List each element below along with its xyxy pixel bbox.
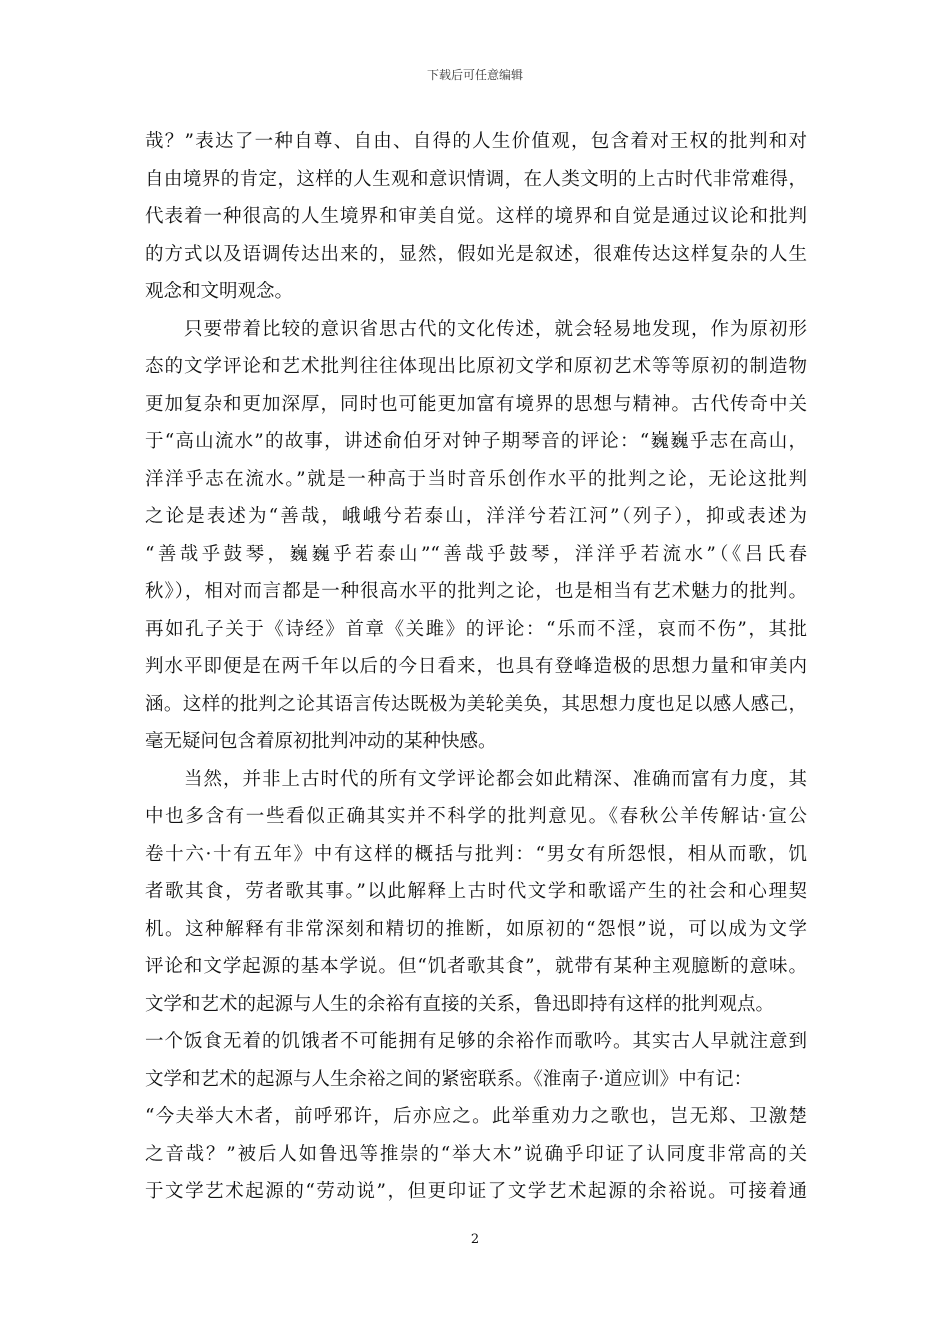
text-line: 当然，并非上古时代的所有文学评论都会如此精深、准确而富有力度，其 — [145, 768, 807, 790]
text-line: 涵。这样的批判之论其语言传达既极为美轮美奂，其思想力度也足以感人感己， — [145, 693, 807, 715]
text-line: 一个饭食无着的饥饿者不可能拥有足够的余裕作而歌吟。其实古人早就注意到 — [145, 1031, 807, 1052]
text-line: “今夫举大木者，前呼邪许，后亦应之。此举重劝力之歌也，岂无郑、卫激楚 — [145, 1106, 807, 1127]
text-line: 文学和艺术的起源与人生余裕之间的紧密联系。《淮南子·道应训》中有记： — [145, 1068, 753, 1090]
text-line: 于“高山流水”的故事，讲述俞伯牙对钟子期琴音的评论：“巍巍乎志在高山， — [145, 431, 807, 452]
text-line: 之论是表述为“善哉，峨峨兮若泰山，洋洋兮若江河”（列子），抑或表述为 — [145, 506, 807, 527]
text-line: 秋》），相对而言都是一种很高水平的批判之论，也是相当有艺术魅力的批判。 — [145, 581, 807, 602]
text-line: 之音哉？”被后人如鲁迅等推崇的“举大木”说确乎印证了认同度非常高的关 — [145, 1143, 807, 1165]
text-line: 于文学艺术起源的“劳动说”，但更印证了文学艺术起源的余裕说。可接着通 — [145, 1181, 807, 1202]
text-line: “善哉乎鼓琴，巍巍乎若泰山”“善哉乎鼓琴，洋洋乎若流水”（《吕氏春 — [145, 543, 807, 565]
text-line: 只要带着比较的意识省思古代的文化传述，就会轻易地发现，作为原初形 — [145, 318, 807, 340]
text-line: 中也多含有一些看似正确其实并不科学的批判意见。《春秋公羊传解诂·宣公 — [145, 806, 807, 827]
text-line: 者歌其食，劳者歌其事。”以此解释上古时代文学和歌谣产生的社会和心理契 — [145, 881, 807, 902]
text-line: 洋洋乎志在流水。”就是一种高于当时音乐创作水平的批判之论，无论这批判 — [145, 468, 807, 490]
text-line: 卷十六·十有五年》中有这样的概括与批判：“男女有所怨恨，相从而歌，饥 — [145, 843, 807, 865]
text-line: 更加复杂和更加深厚，同时也可能更加富有境界的思想与精神。古代传奇中关 — [145, 393, 807, 415]
page-number: 2 — [470, 1232, 480, 1247]
text-line: 观念和文明观念。 — [145, 281, 294, 302]
text-line: 再如孔子关于《诗经》首章《关雎》的评论：“乐而不淫，哀而不伤”，其批 — [145, 618, 807, 640]
text-line: 文学和艺术的起源与人生的余裕有直接的关系，鲁迅即持有这样的批判观点。 — [145, 993, 775, 1015]
text-line: 判水平即便是在两千年以后的今日看来，也具有登峰造极的思想力量和审美内 — [145, 656, 807, 677]
text-line: 毫无疑问包含着原初批判冲动的某种快感。 — [145, 731, 497, 752]
text-line: 态的文学评论和艺术批判往往体现出比原初文学和原初艺术等等原初的制造物 — [145, 356, 807, 377]
text-line: 评论和文学起源的基本学说。但“饥者歌其食”，就带有某种主观臆断的意味。 — [145, 956, 807, 977]
text-line: 哉？”表达了一种自尊、自由、自得的人生价值观，包含着对王权的批判和对 — [145, 131, 807, 152]
text-line: 机。这种解释有非常深刻和精切的推断，如原初的“怨恨”说，可以成为文学 — [145, 918, 807, 940]
text-line: 自由境界的肯定，这样的人生观和意识情调，在人类文明的上古时代非常难得， — [145, 168, 807, 190]
text-line: 的方式以及语调传达出来的，显然，假如光是叙述，很难传达这样复杂的人生 — [145, 243, 807, 265]
body-text — [145, 123, 807, 1211]
page-header: 下载后可任意编辑 — [426, 68, 523, 82]
text-line: 代表着一种很高的人生境界和审美自觉。这样的境界和自觉是通过议论和批判 — [145, 206, 807, 227]
